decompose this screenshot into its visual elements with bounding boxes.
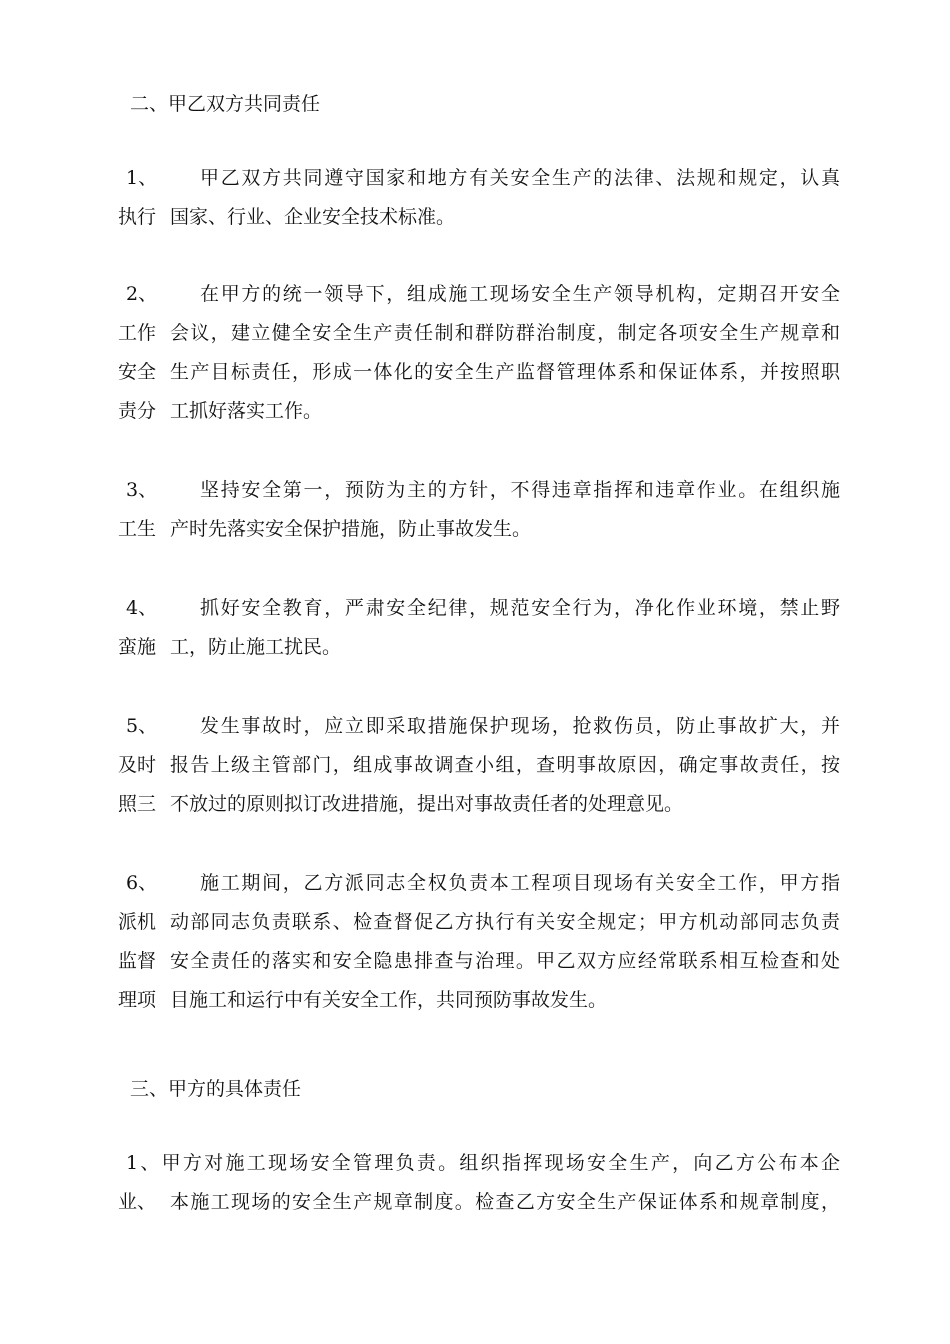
item-number: 1、 <box>126 167 158 189</box>
item-line-text: 国家、行业、企业安全技术标准。 <box>170 206 456 228</box>
section-2-heading: 二、甲乙双方共同责任 <box>130 93 321 115</box>
item-first-line: 发生事故时，应立即采取措施保护现场，抢救伤员，防止事故扩大，并 <box>200 715 840 737</box>
item-left-column: 工生 <box>118 518 157 540</box>
item-left-column: 责分 <box>118 400 157 422</box>
item-left-column: 理项 <box>118 989 157 1011</box>
item-number: 5、 <box>126 715 158 737</box>
item-line-text: 动部同志负责联系、检查督促乙方执行有关安全规定；甲方机动部同志负责 <box>170 911 840 933</box>
item-left-column: 派机 <box>118 911 157 933</box>
item-left-column: 执行 <box>118 206 157 228</box>
item-first-line: 在甲方的统一领导下，组成施工现场安全生产领导机构，定期召开安全 <box>200 283 840 305</box>
item-line-text: 安全责任的落实和安全隐患排查与治理。甲乙双方应经常联系相互检查和处 <box>170 950 840 972</box>
item-first-line: 甲乙双方共同遵守国家和地方有关安全生产的法律、法规和规定，认真 <box>200 167 840 189</box>
item-first-line: 1、甲方对施工现场安全管理负责。组织指挥现场安全生产，向乙方公布本企 <box>126 1152 840 1174</box>
item-number: 2、 <box>126 283 158 305</box>
item-first-line: 抓好安全教育，严肃安全纪律，规范安全行为，净化作业环境，禁止野 <box>200 597 840 619</box>
item-number: 4、 <box>126 597 158 619</box>
item-line-text: 生产目标责任，形成一体化的安全生产监督管理体系和保证体系，并按照职 <box>170 361 840 383</box>
item-number: 3、 <box>126 479 158 501</box>
item-number: 6、 <box>126 872 158 894</box>
item-left-column: 及时 <box>118 754 157 776</box>
section-3-heading: 三、甲方的具体责任 <box>130 1078 302 1100</box>
item-left-column: 安全 <box>118 361 157 383</box>
item-line-text: 工，防止施工扰民。 <box>170 636 342 658</box>
item-line-text: 工抓好落实工作。 <box>170 400 323 422</box>
item-left-column: 工作 <box>118 322 157 344</box>
item-line-text: 不放过的原则拟订改进措施，提出对事故责任者的处理意见。 <box>170 793 684 815</box>
item-left-column: 监督 <box>118 950 157 972</box>
item-first-line: 坚持安全第一，预防为主的方针，不得违章指挥和违章作业。在组织施 <box>200 479 840 501</box>
item-line-text: 报告上级主管部门，组成事故调查小组，查明事故原因，确定事故责任，按 <box>170 754 840 776</box>
item-line-text: 目施工和运行中有关安全工作，共同预防事故发生。 <box>170 989 608 1011</box>
item-left-column: 照三 <box>118 793 157 815</box>
item-line-text: 会议，建立健全安全生产责任制和群防群治制度，制定各项安全生产规章和 <box>170 322 840 344</box>
item-line-text: 本施工现场的安全生产规章制度。检查乙方安全生产保证体系和规章制度， <box>170 1191 840 1213</box>
item-first-line: 施工期间，乙方派同志全权负责本工程项目现场有关安全工作，甲方指 <box>200 872 840 894</box>
item-line-text: 产时先落实安全保护措施，防止事故发生。 <box>170 518 532 540</box>
item-left-column: 业、 <box>118 1191 157 1213</box>
item-left-column: 蛮施 <box>118 636 157 658</box>
